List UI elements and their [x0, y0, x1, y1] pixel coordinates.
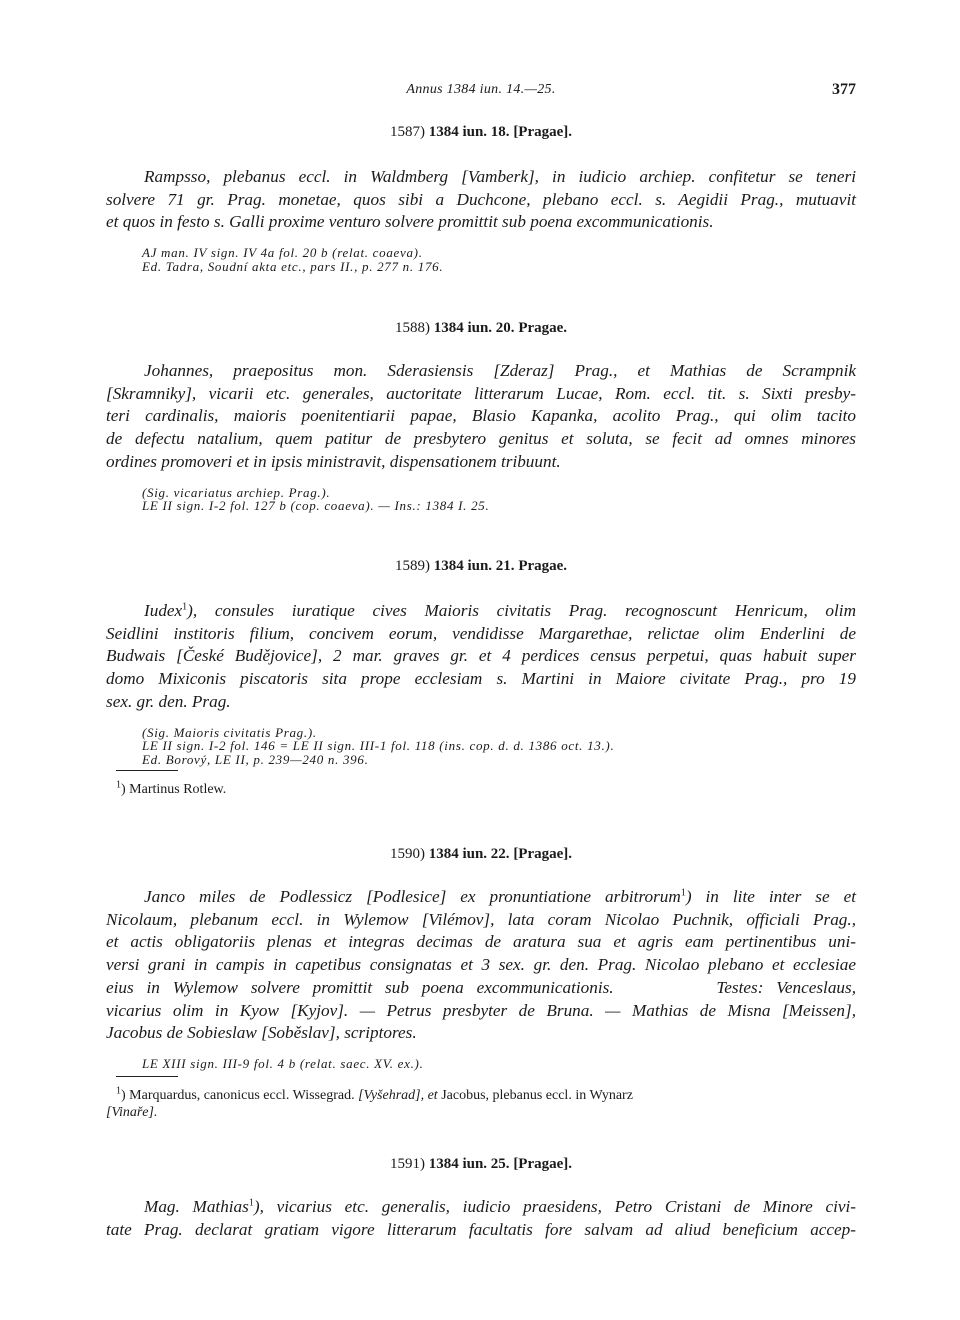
- entry-text: [106, 166, 856, 234]
- source-line: AJ man. IV sign. IV 4a fol. 20 b (relat. coaeva).: [142, 245, 423, 261]
- text-line: tate Prag. declarat gratiam vigore litterarum facultatis fore salvam ad aliud beneficium accep-: [106, 1219, 856, 1239]
- first-word: Mag. Mathias: [144, 1197, 249, 1216]
- entry-1587: [106, 120, 856, 273]
- entry-text: [106, 600, 856, 714]
- entry-place: Pragae.: [518, 558, 568, 574]
- text-line: Budwais [České Budějovice], 2 mar. graves gr. et 4 perdices census perpetui, quas habuit super: [106, 646, 856, 666]
- document-page: [106, 0, 856, 1320]
- text-line: et quos in festo s. Galli proxime venturo solvere promittit sub poena excommunicationis.: [106, 212, 714, 232]
- source-line: LE II sign. I-2 fol. 127 b (cop. coaeva). — Ins.: 1384 I. 25.: [142, 498, 490, 514]
- text-line: Seidlini institoris filium, concivem eorum, vendidisse Margarethae, relictae olim Enderlini de: [106, 623, 856, 643]
- entry-heading: [106, 842, 856, 866]
- footnote-mark: 1: [116, 779, 121, 791]
- first-word: Iudex: [144, 601, 183, 620]
- source-notes: [106, 1057, 856, 1071]
- entry-number: 1589): [394, 558, 430, 574]
- entry-date: 1384 iun. 25.: [428, 1156, 510, 1172]
- text-line: [106, 886, 856, 909]
- entry-number: 1587): [389, 124, 425, 140]
- line-rest: ), vicarius etc. generalis, iudicio praesidens, Petro Cristani de Minore civi-: [253, 1197, 857, 1216]
- text-line: sex. gr. den. Prag.: [106, 691, 231, 711]
- text-line: teri cardinalis, maioris poenitentiarii papae, Blasio Kapanka, acolito Prag., qui olim tacito: [106, 406, 856, 426]
- footnote-text: Jacobus, plebanus eccl. in Wynarz: [441, 1088, 633, 1104]
- entry-place: [Pragae].: [513, 124, 573, 140]
- footnote-text: [Vyšehrad], et: [358, 1088, 438, 1104]
- entry-heading: [106, 120, 856, 144]
- source-line: Ed. Borový, LE II, p. 239—240 n. 396.: [142, 751, 369, 767]
- text-line: de defectu natalium, quem patitur de presbytero genitus et soluta, se fecit ad omnes minores: [106, 429, 856, 449]
- text-line: eius in Wylemow solvere promittit sub poena excommunicationis. Testes: Venceslaus,: [106, 977, 856, 997]
- text-line: versi grani in campis in capetibus consignatas et 3 sex. gr. den. Prag. Nicolao plebano et ecclesiae: [106, 955, 856, 975]
- source-line: (Sig. vicariatus archiep. Prag.).: [142, 484, 331, 500]
- footnote-reference: 1: [182, 601, 188, 613]
- entry-date: 1384 iun. 21.: [433, 558, 515, 574]
- entry-number: 1590): [389, 846, 425, 862]
- text-line: [106, 1196, 856, 1219]
- footnote-text: ) Marquardus, canonicus eccl. Wissegrad.: [121, 1088, 355, 1104]
- footnote-rule: [116, 1076, 178, 1077]
- text-line: Rampsso, plebanus eccl. in Waldmberg [Vamberk], in iudicio archiep. confitetur se teneri: [144, 167, 856, 186]
- entry-date: 1384 iun. 22.: [428, 846, 510, 862]
- text-line: Jacobus de Sobieslaw [Soběslav], scriptores.: [106, 1023, 417, 1043]
- entry-text: [106, 886, 856, 1045]
- text-line: Nicolaum, plebanum eccl. in Wylemow [Vilémov], lata coram Nicolao Puchnik, officiali Prag.,: [106, 909, 856, 929]
- entry-number: 1591): [389, 1156, 425, 1172]
- line-rest: ) in lite inter se et: [685, 887, 857, 906]
- source-line: LE II sign. I-2 fol. 146 = LE II sign. III-1 fol. 118 (ins. cop. d. d. 1386 oct. 13.).: [142, 738, 615, 754]
- text-line: ordines promoveri et in ipsis ministravit, dispensationem tribuunt.: [106, 451, 561, 471]
- text-line: [106, 600, 856, 623]
- entry-1590: [106, 842, 856, 1121]
- entry-heading: [106, 554, 856, 578]
- line-rest: ), consules iuratique cives Maioris civitatis Prag. recognoscunt Henricum, olim: [187, 601, 856, 620]
- entry-number: 1588): [394, 320, 430, 336]
- footnote-mark: 1: [116, 1085, 121, 1097]
- footnote-reference: 1: [248, 1197, 254, 1209]
- source-line: (Sig. Maioris civitatis Prag.).: [142, 724, 317, 740]
- source-notes: [106, 486, 856, 513]
- entry-date: 1384 iun. 18.: [428, 124, 510, 140]
- source-notes: [106, 246, 856, 273]
- entry-1589: [106, 554, 856, 798]
- source-line: Ed. Tadra, Soudní akta etc., pars II., p. 277 n. 176.: [142, 258, 444, 274]
- running-title: Annus 1384 iun. 14.—25.: [406, 82, 556, 97]
- entry-date: 1384 iun. 20.: [433, 320, 515, 336]
- entry-1591: [106, 1152, 856, 1241]
- text-line: vicarius olim in Kyow [Kyjov]. — Petrus presbyter de Bruna. — Mathias de Misna [Meissen],: [106, 1000, 856, 1020]
- text-line: solvere 71 gr. Prag. monetae, quos sibi a Duchcone, plebano eccl. s. Aegidii Prag., mutuavit: [106, 189, 856, 209]
- footnote-rule: [116, 770, 178, 771]
- footnote: [106, 1087, 856, 1121]
- entry-text: [106, 360, 856, 474]
- text-line: domo Mixiconis piscatoris sita prope ecclesiam s. Martini in Maiore civitate Prag., pro 19: [106, 669, 856, 689]
- entry-text: [106, 1196, 856, 1241]
- footnote-reference: 1: [680, 887, 686, 899]
- source-line: LE XIII sign. III-9 fol. 4 b (relat. saec. XV. ex.).: [142, 1055, 424, 1071]
- entry-place: Pragae.: [518, 320, 568, 336]
- footnote-text: ) Martinus Rotlew.: [121, 782, 227, 798]
- line-start: Janco miles de Podlessicz [Podlesice] ex pronuntiatione arbitrorum: [144, 887, 681, 906]
- source-notes: [106, 726, 856, 767]
- footnote-text: [Vinaře].: [106, 1105, 158, 1121]
- entry-place: [Pragae].: [513, 1156, 573, 1172]
- entry-heading: [106, 1152, 856, 1176]
- entry-1588: [106, 316, 856, 513]
- running-header: [106, 82, 856, 104]
- text-line: et actis obligatoriis plenas et integras decimas de aratura sua et agris eam pertinentibus uni-: [106, 932, 856, 952]
- page-number: 377: [832, 81, 856, 98]
- text-line: [Skramniky], vicarii etc. generales, auctoritate litterarum Lucae, Rom. eccl. tit. s. Sixti presby-: [106, 383, 856, 403]
- footnote: [106, 781, 856, 798]
- entry-place: [Pragae].: [513, 846, 573, 862]
- entry-heading: [106, 316, 856, 340]
- text-line: Johannes, praepositus mon. Sderasiensis [Zderaz] Prag., et Mathias de Scrampnik: [144, 361, 856, 380]
